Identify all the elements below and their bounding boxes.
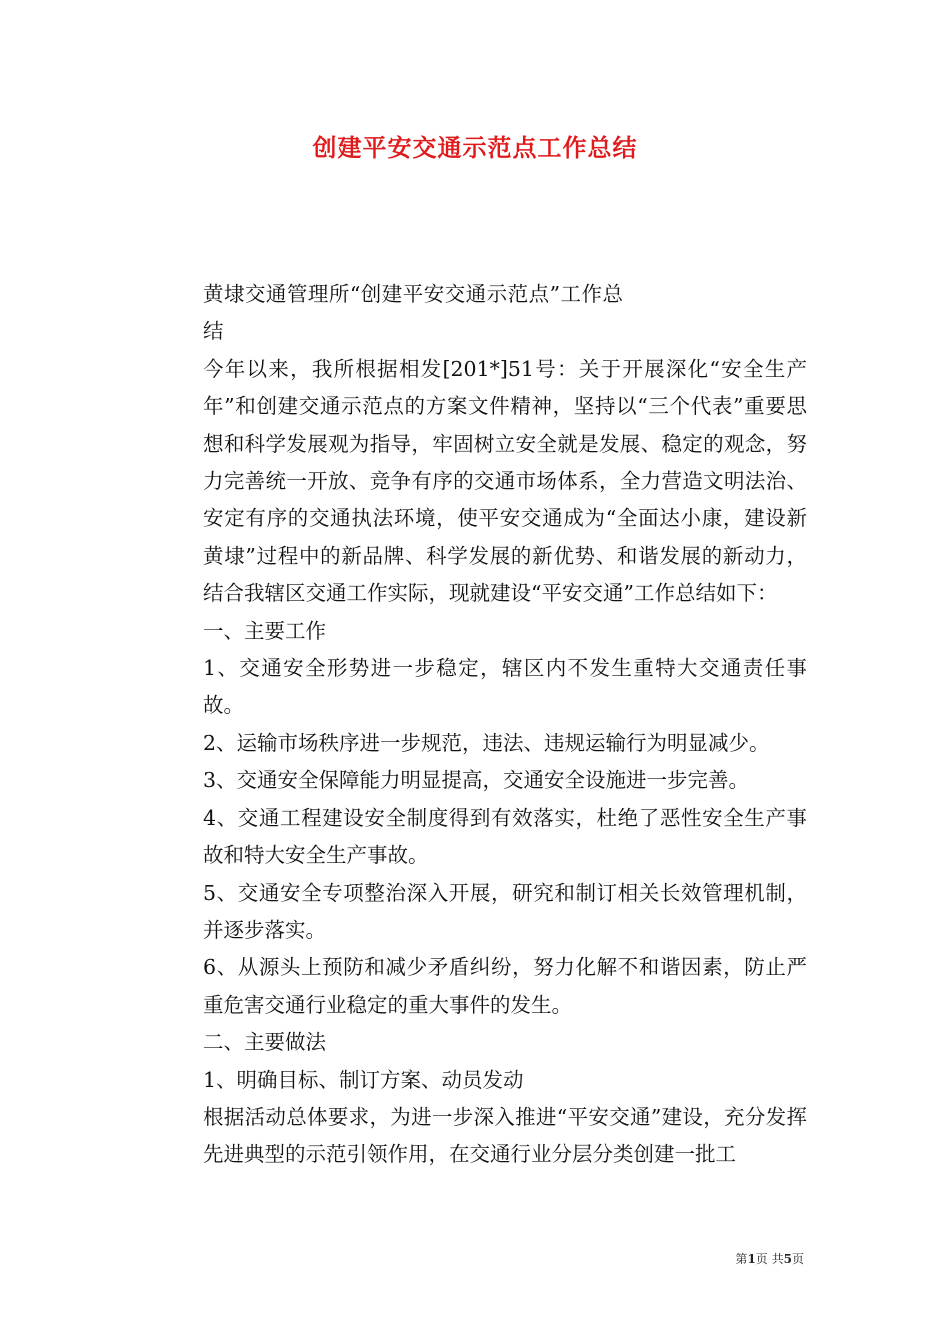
section-heading-main-work: 一、主要工作 <box>203 618 326 643</box>
footer-page-number: 1 <box>747 1252 756 1266</box>
intro-paragraph: 今年以来，我所根据相发[201*]51号：关于开展深化“安全生产年”和创建交通示范点的方案文件精神，坚持以“三个代表”重要思想和科学发展观为指导，牢固树立安全就是发展、稳定的观念，努力完善统一开放、竞争有序的交通市场体系，全力营造文明法治、安定有序的交通执法环境，使平安交通成为“全面达小康，建设新黄埭”过程中的新品牌、科学发展的新优势、和谐发展的新动力，结合我辖区交通工作实际，现就建设“平安交通”工作总结如下： <box>203 356 807 606</box>
footer-suffix: 页 <box>791 1252 804 1266</box>
method-paragraph-1: 根据活动总体要求，为进一步深入推进“平安交通”建设，充分发挥先进典型的示范引领作用，在交通行业分层分类创建一批工 <box>203 1104 807 1167</box>
work-item-3: 3、交通安全保障能力明显提高，交通安全设施进一步完善。 <box>203 768 750 793</box>
page-footer <box>735 1250 804 1267</box>
footer-prefix: 第 <box>735 1252 748 1266</box>
work-item-6: 6、从源头上预防和减少矛盾纠纷，努力化解不和谐因素，防止严重危害交通行业稳定的重大事件的发生。 <box>203 955 807 1017</box>
document-title: 创建平安交通示范点工作总结 <box>312 133 638 162</box>
subtitle-paragraph: 黄埭交通管理所“创建平安交通示范点”工作总结 <box>203 282 623 344</box>
section-heading-main-methods: 二、主要做法 <box>203 1030 326 1055</box>
work-item-5: 5、交通安全专项整治深入开展，研究和制订相关长效管理机制，并逐步落实。 <box>203 880 807 942</box>
document-body <box>143 276 807 1174</box>
footer-middle: 页 共 <box>755 1252 784 1266</box>
footer-total-pages: 5 <box>783 1252 792 1266</box>
work-item-4: 4、交通工程建设安全制度得到有效落实，杜绝了恶性安全生产事故和特大安全生产事故。 <box>203 805 807 868</box>
method-heading-1: 1、明确目标、制订方案、动员发动 <box>203 1067 524 1092</box>
work-item-1: 1、交通安全形势进一步稳定，辖区内不发生重特大交通责任事故。 <box>203 656 807 718</box>
work-item-2: 2、运输市场秩序进一步规范，违法、违规运输行为明显减少。 <box>203 730 770 755</box>
